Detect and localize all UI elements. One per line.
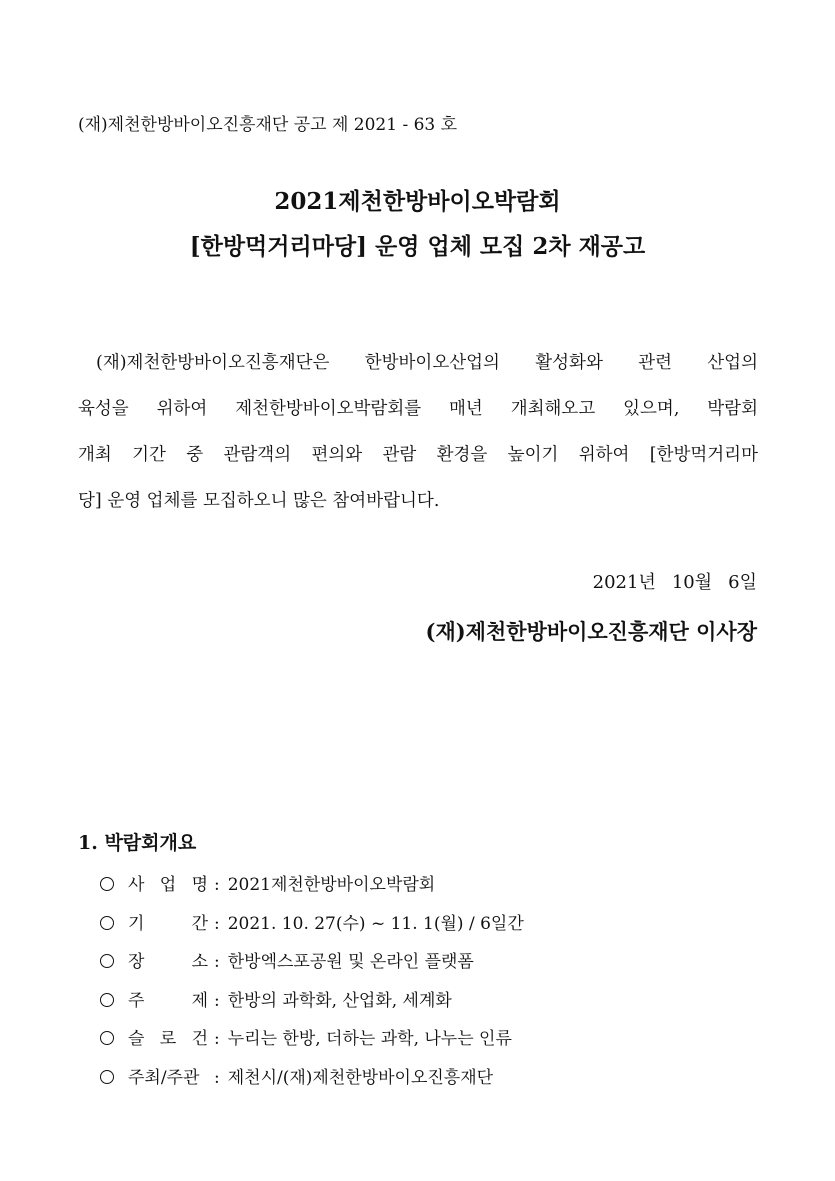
overview-value: 제천시/(재)제천한방바이오진흥재단 (227, 1067, 494, 1088)
overview-colon: : (214, 875, 220, 895)
overview-list (100, 866, 524, 1097)
overview-label: 사 업 명 (128, 875, 208, 895)
overview-colon: : (214, 1067, 220, 1088)
overview-value: 2021. 10. 27(수) ~ 11. 1(월) / 6일간 (227, 913, 524, 934)
overview-colon: : (214, 952, 220, 972)
overview-item (100, 1020, 524, 1059)
overview-value: 누리는 한방, 더하는 과학, 나누는 인류 (227, 1029, 512, 1049)
overview-label: 장 소 (128, 952, 208, 972)
overview-colon: : (214, 1029, 220, 1049)
circle-bullet-icon (100, 993, 114, 1007)
overview-value: 한방엑스포공원 및 온라인 플랫폼 (227, 952, 474, 972)
body-line: 육성을 위하여 제천한방바이오박람회를 매년 개최해오고 있으며, 박람회 (78, 399, 758, 419)
overview-label: 슬 로 건 (128, 1029, 208, 1049)
announcement-body (78, 340, 758, 524)
overview-item (100, 866, 524, 905)
circle-bullet-icon (100, 916, 114, 930)
overview-value: 한방의 과학화, 산업화, 세계화 (227, 990, 452, 1011)
overview-item (100, 943, 524, 982)
announcement-date (593, 568, 757, 594)
overview-label: 주 제 (128, 990, 208, 1011)
section-heading: 1. 박람회개요 (78, 832, 197, 854)
date-month: 10월 (671, 572, 713, 593)
overview-label: 기 간 (128, 913, 208, 934)
date-day: 6일 (728, 572, 757, 593)
circle-bullet-icon (100, 1070, 114, 1084)
circle-bullet-icon (100, 1031, 114, 1045)
body-line: 개최 기간 중 관람객의 편의와 관람 환경을 높이기 위하여 [한방먹거리마 (78, 445, 758, 465)
circle-bullet-icon (100, 877, 114, 891)
overview-colon: : (214, 990, 220, 1011)
overview-item (100, 905, 524, 944)
overview-value: 2021제천한방바이오박람회 (227, 875, 436, 895)
overview-item (100, 982, 524, 1021)
circle-bullet-icon (100, 954, 114, 968)
body-line: (재)제천한방바이오진흥재단은 한방바이오산업의 활성화와 관련 산업의 (96, 353, 758, 373)
document-title-line-1: 2021제천한방바이오박람회 (274, 188, 561, 215)
date-year: 2021년 (592, 572, 656, 593)
overview-label: 주최/주관 (128, 1067, 200, 1088)
issuer-signature: (재)제천한방바이오진흥재단 이사장 (425, 619, 757, 644)
overview-colon: : (214, 913, 220, 934)
document-title-line-2: [한방먹거리마당] 운영 업체 모집 2차 재공고 (189, 233, 646, 260)
overview-item (100, 1059, 524, 1098)
notice-number: (재)제천한방바이오진흥재단 공고 제 2021 - 63 호 (78, 115, 458, 135)
body-line: 당] 운영 업체를 모집하오니 많은 참여바랍니다. (78, 491, 440, 511)
